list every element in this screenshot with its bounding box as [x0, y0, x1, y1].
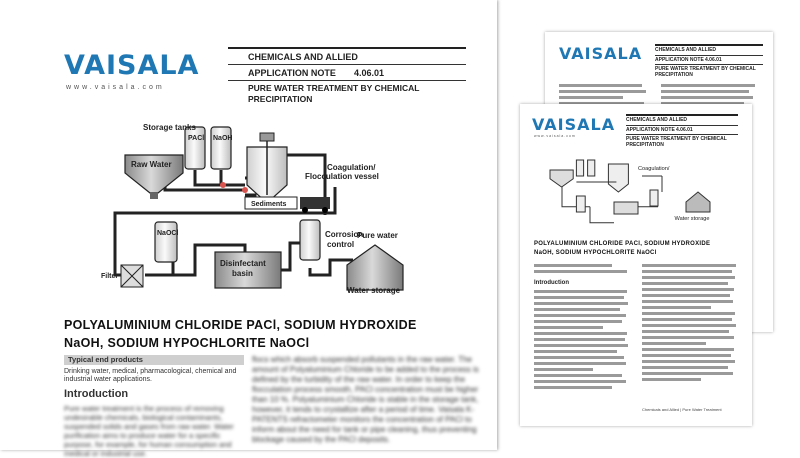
divider [228, 80, 466, 81]
paci-label: PACl [188, 135, 205, 142]
divider [655, 55, 763, 56]
header-box [228, 47, 466, 104]
disinfectant-label-2: basin [232, 269, 253, 278]
footer-label: Chemicals and Allied | Pure Water Treatment [642, 407, 722, 412]
naocl-label: NaOCl [157, 230, 179, 237]
naoh-tank [211, 127, 231, 169]
intro-text: Pure water treatment is the process of removing undesirable chemicals, biological contaminants, suspended solids and gases from raw water. Water purification aims to produce water for a specific purpose, for example, for human consumption and medical or industrial use. [64, 404, 234, 458]
text-column-left-body [534, 290, 632, 392]
thumbnail-page-front[interactable] [520, 104, 752, 426]
category-label: CHEMICALS AND ALLIED [655, 47, 717, 53]
note-number: 4.06.01 [354, 68, 385, 78]
divider [655, 64, 763, 65]
text-column-right-body [642, 264, 740, 384]
title-line-2: NaOH, SODIUM HYPOCHLORITE NaOCl [534, 250, 657, 256]
text-column-left [534, 264, 632, 276]
document-title [534, 240, 744, 258]
intro-heading: Introduction [64, 388, 129, 400]
disinfectant-label-1: Disinfectant [220, 259, 266, 268]
title-line-1: POLYALUMINIUM CHLORIDE PACl, SODIUM HYDROXIDE [64, 318, 417, 332]
raw-water-tank-stand [150, 193, 158, 199]
naocl-tank [155, 222, 177, 262]
process-diagram [95, 115, 490, 305]
website-label: www.vaisala.com [534, 134, 576, 138]
flocculation-label: Flocculation vessel [305, 172, 379, 181]
storage-tanks-label: Storage tanks [143, 123, 196, 132]
svg-text:Coagulation/: Coagulation/ [638, 166, 670, 172]
note-label: APPLICATION NOTE [248, 68, 336, 78]
header-box [626, 114, 738, 152]
naoh-label: NaOH [213, 135, 233, 142]
process-diagram-thumbnail [528, 154, 744, 230]
subject-label: PURE WATER TREATMENT BY CHEMICAL PRECIPITATION [626, 136, 727, 148]
water-storage-label: Water storage [347, 286, 401, 295]
svg-text:Water storage: Water storage [674, 216, 710, 222]
note-label: APPLICATION NOTE [626, 127, 675, 133]
vaisala-logo: VAISALA [64, 50, 200, 81]
typical-products-text: Drinking water, medical, pharmacological, chemical and industrial water applications. [64, 368, 237, 383]
subject-label: PURE WATER TREATMENT BY CHEMICAL PRECIPITATION [655, 66, 756, 78]
header-box [655, 44, 763, 80]
intro-heading: Introduction [534, 280, 569, 286]
note-number: 4.06.01 [676, 127, 693, 133]
vaisala-logo: VAISALA [532, 115, 616, 134]
filter-label: Filter [101, 273, 119, 280]
category-label: CHEMICALS AND ALLIED [248, 52, 358, 62]
paci-tank [185, 127, 205, 169]
document-title [64, 316, 494, 352]
water-storage-tank [347, 245, 403, 290]
pure-water-label: Pure water [357, 231, 398, 240]
title-line-1: POLYALUMINIUM CHLORIDE PACl, SODIUM HYDROXIDE [534, 241, 711, 247]
subject-label: PURE WATER TREATMENT BY CHEMICAL PRECIPITATION [248, 83, 420, 104]
coagulation-label: Coagulation/ [327, 163, 376, 172]
title-line-2: NaOH, SODIUM HYPOCHLORITE NaOCl [64, 336, 310, 350]
corrosion-control-tank [300, 220, 320, 260]
divider [228, 64, 466, 65]
divider [626, 125, 738, 126]
note-label: APPLICATION NOTE [655, 57, 704, 63]
typical-products-heading: Typical end products [64, 355, 244, 365]
vaisala-logo: VAISALA [559, 44, 643, 63]
category-label: CHEMICALS AND ALLIED [626, 117, 688, 123]
sediments-label: Sediments [251, 201, 287, 208]
raw-water-label: Raw Water [131, 160, 172, 169]
note-number: 4.06.01 [705, 57, 722, 63]
divider [626, 134, 738, 135]
right-column-text: flocs which absorb suspended pollutants in the raw water. The amount of Polyaluminium Chloride to be added to the process is defined by the turbidity of the raw water. In order to keep the flocculation process smooth, PACl concentration must be higher than 10 %. Polyaluminium Chloride is stable in the storage tank, however, it tends to crystallize after a period of time. Vaisala K-PATENTS refractometer monitors the concentration of PACl to inform about the need for tank or pipe cleaning, thus preventing blockage caused by the PACl deposits. [252, 355, 479, 444]
corrosion-label-1: Corrosion [325, 230, 364, 239]
website-label: www.vaisala.com [66, 84, 165, 91]
corrosion-label-2: control [327, 240, 355, 249]
